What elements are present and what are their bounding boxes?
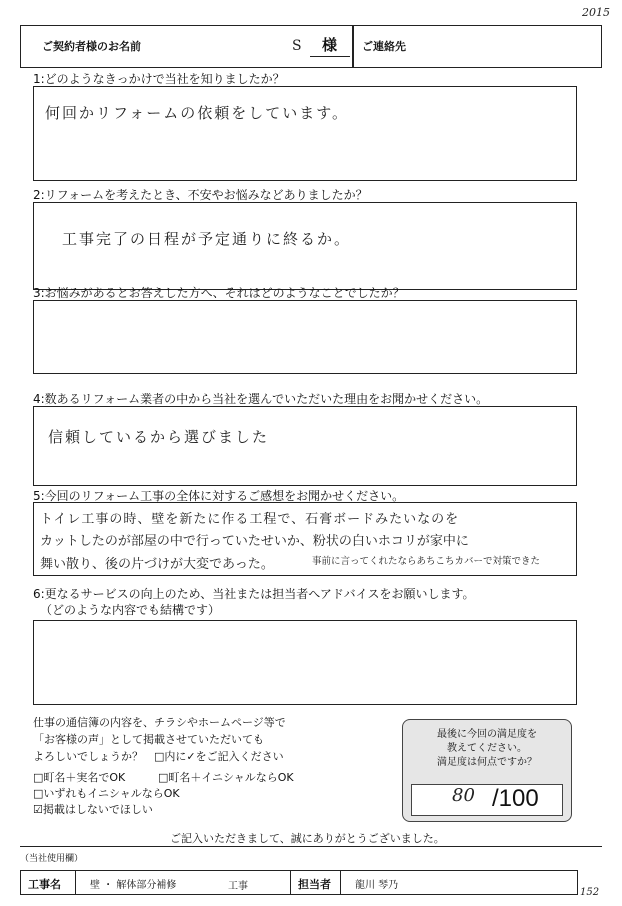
question-3-answer-box (33, 300, 577, 374)
consent-option-initials-only[interactable]: □いずれもイニシャルならOK (33, 787, 180, 800)
question-5-answer-line-4: 事前に言ってくれたならあちこちカバーで対策できた (312, 556, 541, 567)
honorific: 様 (322, 36, 338, 54)
satisfaction-score-box[interactable] (411, 784, 563, 816)
page-number-mark: 2015 (582, 6, 610, 19)
staff-name: 龍川 琴乃 (355, 880, 399, 891)
question-6-label: 6:更なるサービスの向上のため、当社または担当者へアドバイスをお願いします。 (33, 587, 475, 601)
work-name-label: 工事名 (28, 878, 61, 891)
work-name-suffix: 工事 (228, 881, 248, 892)
consent-option-initials-with-town[interactable]: □町名＋イニシャルならOK (158, 771, 294, 784)
question-5-label: 5:今回のリフォーム工事の全体に対するご感想をお聞かせください。 (33, 489, 405, 503)
thanks-message: ご記入いただきまして、誠にありがとうございました。 (170, 832, 445, 845)
question-4-label: 4:数あるリフォーム業者の中から当社を選んでいただいた理由をお聞かせください。 (33, 392, 489, 406)
satisfaction-max: /100 (492, 785, 539, 812)
contact-label: ご連絡先 (362, 40, 406, 53)
consent-line-1: 仕事の通信簿の内容を、チラシやホームページ等で (33, 716, 286, 729)
office-separator (20, 846, 602, 847)
question-5-answer-line-3: 舞い散り、後の片づけが大変であった。 (40, 557, 274, 572)
question-1-answer-box (33, 86, 577, 181)
question-5-answer-line-2: カットしたのが部屋の中で行っていたせいか、粉状の白いホコリが家中に (40, 534, 469, 549)
office-use-label: （当社使用欄） (20, 854, 84, 864)
question-5-answer-line-1: トイレ工事の時、壁を新たに作る工程で、石膏ボードみたいなのを (40, 512, 460, 527)
work-name-value: 壁 ・ 解体部分補修 (90, 880, 177, 891)
consent-option-no-publish[interactable]: ☑掲載はしないでほしい (33, 803, 153, 816)
question-1-answer: 何回かリフォームの依頼をしています。 (45, 104, 350, 122)
satisfaction-prompt-line-3: 満足度は何点ですか？ (437, 757, 537, 768)
question-3-label: 3:お悩みがあるとお答えした方へ、それはどのようなことでしたか？ (33, 286, 405, 300)
question-6-sublabel: （どのような内容でも結構です） (40, 603, 221, 617)
office-divider-1 (75, 870, 76, 895)
office-divider-2 (290, 870, 291, 895)
header-divider (352, 25, 354, 68)
question-2-answer: 工事完了の日程が予定通りに終るか。 (62, 230, 352, 248)
consent-text (33, 714, 286, 765)
question-4-answer: 信頼しているから選びました (48, 428, 270, 446)
name-underline (310, 56, 350, 57)
consent-line-3: よろしいでしょうか？ □内に✓をご記入ください (33, 750, 284, 763)
consent-option-real-name[interactable]: □町名＋実名でOK (33, 771, 126, 784)
customer-name: S (292, 38, 304, 54)
question-1-label: 1:どのようなきっかけで当社を知りましたか？ (33, 72, 285, 86)
satisfaction-score: 80 (452, 785, 475, 806)
satisfaction-prompt-line-2: 教えてください。 (447, 743, 527, 754)
question-2-label: 2:リフォームを考えたとき、不安やお悩みなどありましたか？ (33, 188, 368, 202)
bottom-page-mark: 152 (580, 887, 600, 898)
consent-line-2: 「お客様の声」として掲載させていただいても (33, 733, 264, 746)
satisfaction-prompt-line-1: 最後に今回の満足度を (437, 729, 537, 740)
question-6-answer-box (33, 620, 577, 705)
staff-label: 担当者 (298, 878, 331, 891)
name-label: ご契約者様のお名前 (42, 40, 141, 53)
office-divider-3 (340, 870, 341, 895)
satisfaction-prompt (402, 728, 572, 770)
